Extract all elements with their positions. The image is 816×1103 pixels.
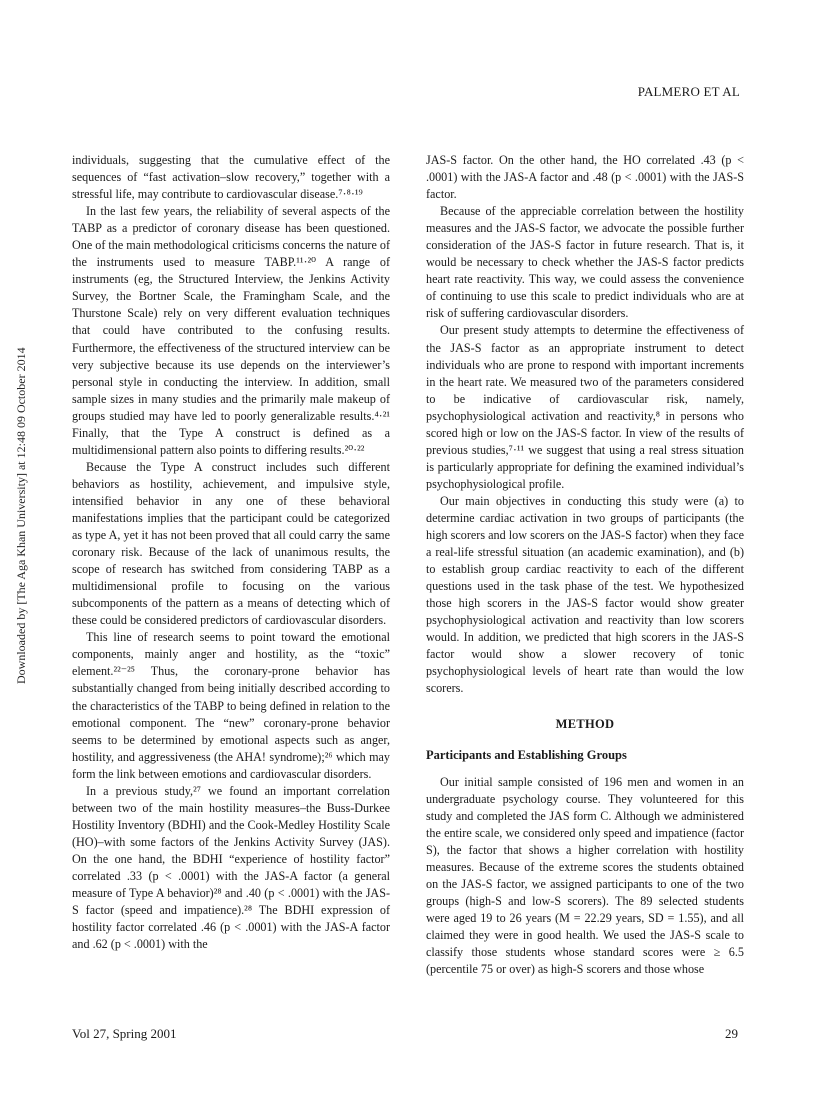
right-column <box>426 152 744 978</box>
journal-volume: Vol 27, Spring 2001 <box>72 1026 177 1041</box>
body-paragraph: In a previous study,²⁷ we found an important correlation between two of the main hostility measures–the Buss-Durkee Hostility Inventory (BDHI) and the Cook-Medley Hostility Scale (HO)–with some factors of the Jenkins Activity Survey (JAS). On the one hand, the BDHI “experience of hostility factor” correlated .33 (p < .0001) with the JAS-A factor (a general measure of Type A behavior)²⁸ and .40 (p < .0001) with the JAS-S factor (speed and impatience).²⁸ The BDHI expression of hostility factor correlated .46 (p < .0001) with the JAS-A factor and .62 (p < .0001) with the <box>72 783 390 952</box>
body-paragraph: JAS-S factor. On the other hand, the HO correlated .43 (p < .0001) with the JAS-A factor and .48 (p < .0001) with the JAS-S factor. <box>426 153 744 202</box>
download-watermark: Downloaded by [The Aga Khan University] at 12:48 09 October 2014 <box>14 347 28 684</box>
subsection-heading: Participants and Establishing Groups <box>426 747 627 762</box>
left-column <box>72 152 390 953</box>
page-number: 29 <box>725 1026 738 1041</box>
body-paragraph: Our present study attempts to determine the effectiveness of the JAS-S factor as an appropriate instrument to detect individuals who are prone to respond with important increments in the heart rate. We measured two of the parameters considered to be indicative of cardiovascular risk, namely, psychophysiological activation and reactivity,⁸ in persons who scored high or low on the JAS-S factor. In view of the results of previous studies,⁷·¹¹ we suggest that using a real stress situation is particularly appropriate for defining the examined individual’s psychophysiological profile. <box>426 323 744 491</box>
body-paragraph: Because of the appreciable correlation between the hostility measures and the JAS-S factor, we advocate the possible further consideration of the JAS-S factor in future research. That is, it would be necessary to check whether the JAS-S factor predicts heart rate reactivity. This way, we could assess the convenience of continuing to use this scale to predict individuals who are at risk of suffering cardiovascular disorders. <box>426 204 744 321</box>
body-paragraph: Our main objectives in conducting this study were (a) to determine cardiac activation in two groups of participants (the high scorers and low scorers on the JAS-S factor) when they face a real-life stressful situation (an academic examination), and (b) to establish group cardiac reactivity to each of the different questions used in the task phase of the test. We hypothesized those high scorers in the JAS-S factor would show greater psychophysiological activation and reactivity than low scorers would. In addition, we predicted that high scorers in the JAS-S factor would show a slower recovery of tonic psychophysiological levels of heart rate than would the low scorers. <box>426 493 744 696</box>
section-heading: METHOD <box>555 716 615 731</box>
body-paragraph: individuals, suggesting that the cumulative effect of the sequences of “fast activation–slow recovery,” together with a stressful life, may contribute to cardiovascular disease.⁷·⁸·¹⁹ <box>72 153 390 202</box>
body-paragraph: In the last few years, the reliability of several aspects of the TABP as a predictor of coronary disease has been questioned. One of the main methodological criticisms concerns the nature of the instruments used to measure TABP.¹¹·²⁰ A range of instruments (eg, the Structured Interview, the Jenkins Activity Survey, the Bortner Scale, the Framingham Scale, and the Thurstone Scale) rely on very different evaluation techniques that could have contributed to the confusing results. Furthermore, the effectiveness of the structured interview can be very subjective because its use depends on the interviewer’s personal style in conducting the interview. In addition, small sample sizes in many studies and the primarily male makeup of groups studied may have led to poorly generalizable results.⁴·²¹ Finally, that the Type A construct is defined as a multidimensional pattern also points to differing results.²⁰·²² <box>72 204 390 457</box>
body-paragraph: This line of research seems to point toward the emotional components, mainly anger and hostility, as the “toxic” element.²²⁻²⁵ Thus, the coronary-prone behavior has substantially changed from being initially described according to the characteristics of the TABP to being defined in relation to the emotional component. The “new” coronary-prone behavior seems to be determined by emotional aspects such as anger, hostility, and aggressiveness (the AHA! syndrome);²⁶ which may form the link between emotions and cardiovascular disorders. <box>72 630 390 781</box>
body-paragraph: Our initial sample consisted of 196 men and women in an undergraduate psychology course. They volunteered for this study and completed the JAS form C. Although we administered the entire scale, we considered only speed and impatience (factor S), the factor that shows a higher correlation with hostility measures. Because of the extreme scores the students obtained on the JAS-S factor, we assigned participants to one of the two groups (high-S and low-S scorers). The 89 selected students were aged 19 to 26 years (M = 22.29 years, SD = 1.55), and all claimed they were in good health. We used the JAS-S scale to classify those students whose standard scores were ≥ 6.5 (percentile 75 or over) as high-S scorers and those whose <box>426 774 744 977</box>
body-paragraph: Because the Type A construct includes such different behaviors as hostility, achievement, and impulsive style, intensified behavior in any one of these behavioral manifestations implies that the participant could be categorized as type A, yet it has not been proved that all could carry the same coronary risk. Because of the lack of unanimous results, the scope of research has switched from considering TABP as a multidimensional profile to focusing on the various subcomponents of the pattern as a means of detecting which of these could be considered predictors of cardiovascular disorders. <box>72 459 390 628</box>
running-head: PALMERO ET AL <box>637 84 740 99</box>
